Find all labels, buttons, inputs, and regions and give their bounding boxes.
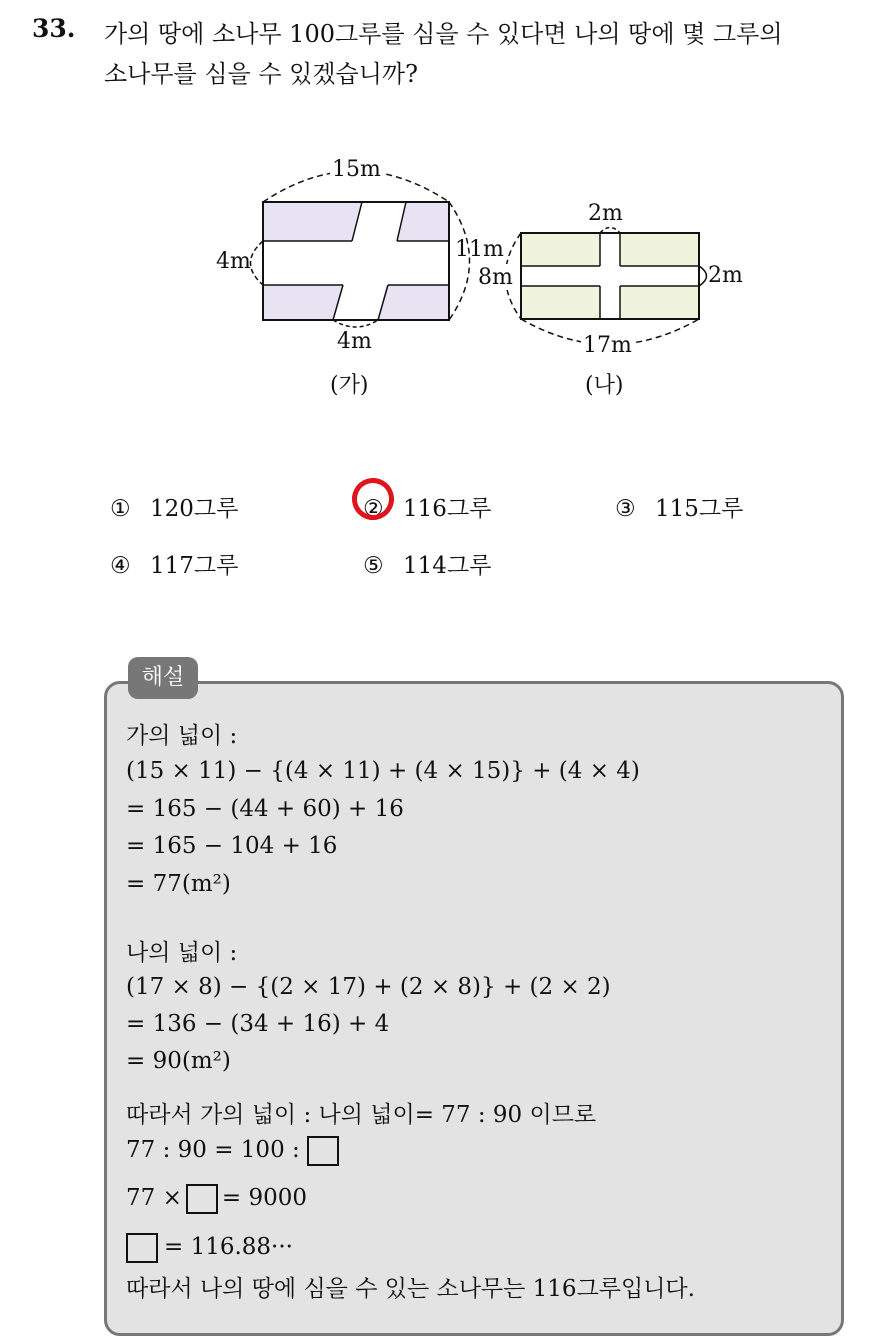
solution-na-line-3: = 90(m²) [126,1048,231,1074]
question-line-2: 소나무를 심을 수 있겠습니까? [104,60,418,88]
na-top-label: 2m [588,201,623,226]
solution-multiply-line [126,1184,307,1214]
ga-top-label: 15m [332,157,381,182]
solution-ga-title: 가의 넓이 : [126,723,238,749]
question-line-1: 가의 땅에 소나무 100그루를 심을 수 있다면 나의 땅에 몇 그루의 [104,20,783,48]
solution-tab: 해설 [128,657,198,699]
solution-na-line-1: (17 × 8) − {(2 × 17) + (2 × 8)} + (2 × 2) [126,974,611,1000]
ga-bottom-label: 4m [337,329,372,354]
solution-na-line-2: = 136 − (34 + 16) + 4 [126,1011,390,1037]
figure-ga [216,156,504,398]
solution-ga-line-4: = 77(m²) [126,871,231,897]
question-number: 33. [32,14,76,43]
ga-right-label: 11m [455,237,504,262]
solution-result-line [126,1233,293,1263]
solution-ga-line-1: (15 × 11) − {(4 × 11) + (4 × 15)} + (4 × 4) [126,758,640,784]
solution-na-title: 나의 넓이 : [126,940,238,966]
na-caption: (나) [585,373,624,398]
choice-5-text: 114그루 [403,553,492,579]
solution-ga-line-2: = 165 − (44 + 60) + 16 [126,796,404,822]
choice-4-text: 117그루 [150,553,239,579]
na-vertical-road [600,234,620,318]
solution-proportion-line [126,1136,339,1166]
na-bottom-label: 17m [583,333,632,358]
multiply-prefix: 77 × [126,1185,182,1211]
choice-2-mark: ② [363,496,384,522]
choice-3[interactable] [615,490,743,523]
solution-ratio-line: 따라서 가의 넓이 : 나의 넓이= 77 : 90 이므로 [126,1102,597,1128]
choice-3-mark: ③ [615,496,636,522]
result-suffix: = 116.88··· [164,1234,293,1260]
figure-na [476,201,743,398]
choice-4-mark: ④ [110,553,131,579]
proportion-text: 77 : 90 = 100 : [126,1137,300,1163]
blank-box [126,1233,158,1263]
land-figure [0,140,884,420]
choice-5-mark: ⑤ [363,553,384,579]
choice-1-text: 120그루 [150,496,239,522]
solution-conclusion: 따라서 나의 땅에 심을 수 있는 소나무는 116그루입니다. [126,1276,695,1302]
choice-1[interactable] [110,490,238,523]
blank-box [307,1136,339,1166]
choice-5[interactable] [363,547,491,580]
blank-box [186,1184,218,1214]
na-right-label: 2m [708,263,743,288]
multiply-suffix: = 9000 [221,1185,307,1211]
ga-caption: (가) [330,373,369,398]
ga-left-label: 4m [216,249,251,274]
choice-4[interactable] [110,547,238,580]
choice-2-text: 116그루 [403,496,492,522]
choice-1-mark: ① [110,496,131,522]
solution-ga-line-3: = 165 − 104 + 16 [126,833,338,859]
choice-3-text: 115그루 [655,496,744,522]
na-left-label: 8m [478,265,513,290]
